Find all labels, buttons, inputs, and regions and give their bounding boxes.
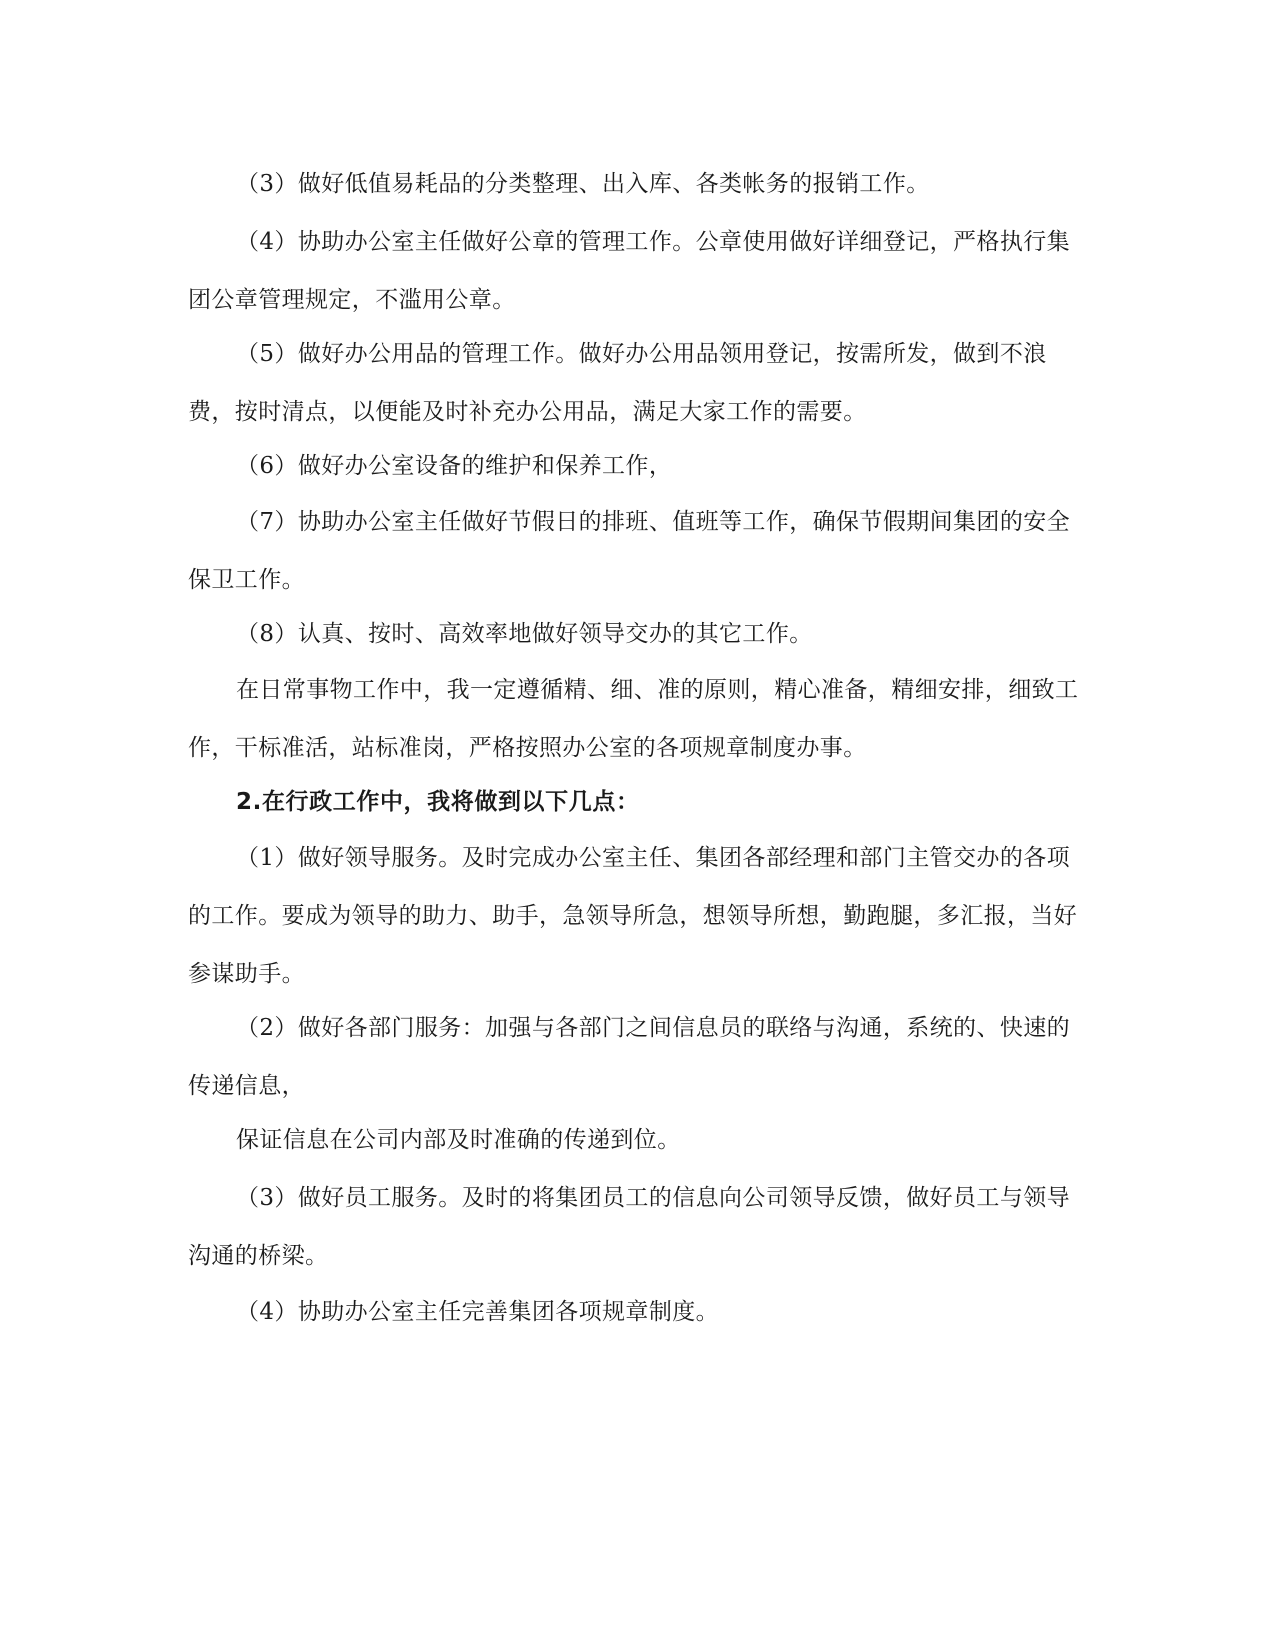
paragraph-daily-affairs-principle: 在日常事物工作中，我一定遵循精、细、准的原则，精心准备，精细安排，细致工作，干标准活，站标准岗，严格按照办公室的各项规章制度办事。 [188, 677, 1079, 761]
paragraph-information-delivery: 保证信息在公司内部及时准确的传递到位。 [236, 1127, 681, 1153]
paragraph-item-3-low-value-consumables: （3）做好低值易耗品的分类整理、出入库、各类帐务的报销工作。 [236, 171, 930, 197]
paragraph-item-6-equipment-maintenance: （6）做好办公室设备的维护和保养工作， [236, 453, 673, 479]
paragraph-item-7-holiday-duty: （7）协助办公室主任做好节假日的排班、值班等工作，确保节假期间集团的安全保卫工作。 [188, 509, 1071, 593]
paragraph-item-1-leadership-service: （1）做好领导服务。及时完成办公室主任、集团各部经理和部门主管交办的各项的工作。要成为领导的助力、助手，急领导所急，想领导所想，勤跑腿，多汇报，当好参谋助手。 [188, 845, 1078, 987]
paragraph-item-8-assigned-tasks: （8）认真、按时、高效率地做好领导交办的其它工作。 [236, 621, 813, 647]
paragraph-item-5-office-supplies: （5）做好办公用品的管理工作。做好办公用品领用登记，按需所发，做到不浪费，按时清点，以便能及时补充办公用品，满足大家工作的需要。 [188, 341, 1047, 425]
paragraph-item-4-seal-management: （4）协助办公室主任做好公章的管理工作。公章使用做好详细登记，严格执行集团公章管理规定，不滥用公章。 [188, 229, 1071, 313]
paragraph-item-3-employee-service: （3）做好员工服务。及时的将集团员工的信息向公司领导反馈，做好员工与领导沟通的桥梁。 [188, 1185, 1071, 1269]
paragraph-item-2-department-service: （2）做好各部门服务：加强与各部门之间信息员的联络与沟通，系统的、快速的传递信息， [188, 1015, 1071, 1099]
section-heading-administrative-work: 2.在行政工作中，我将做到以下几点： [236, 789, 640, 815]
paragraph-item-4-rules-improvement: （4）协助办公室主任完善集团各项规章制度。 [236, 1299, 720, 1325]
